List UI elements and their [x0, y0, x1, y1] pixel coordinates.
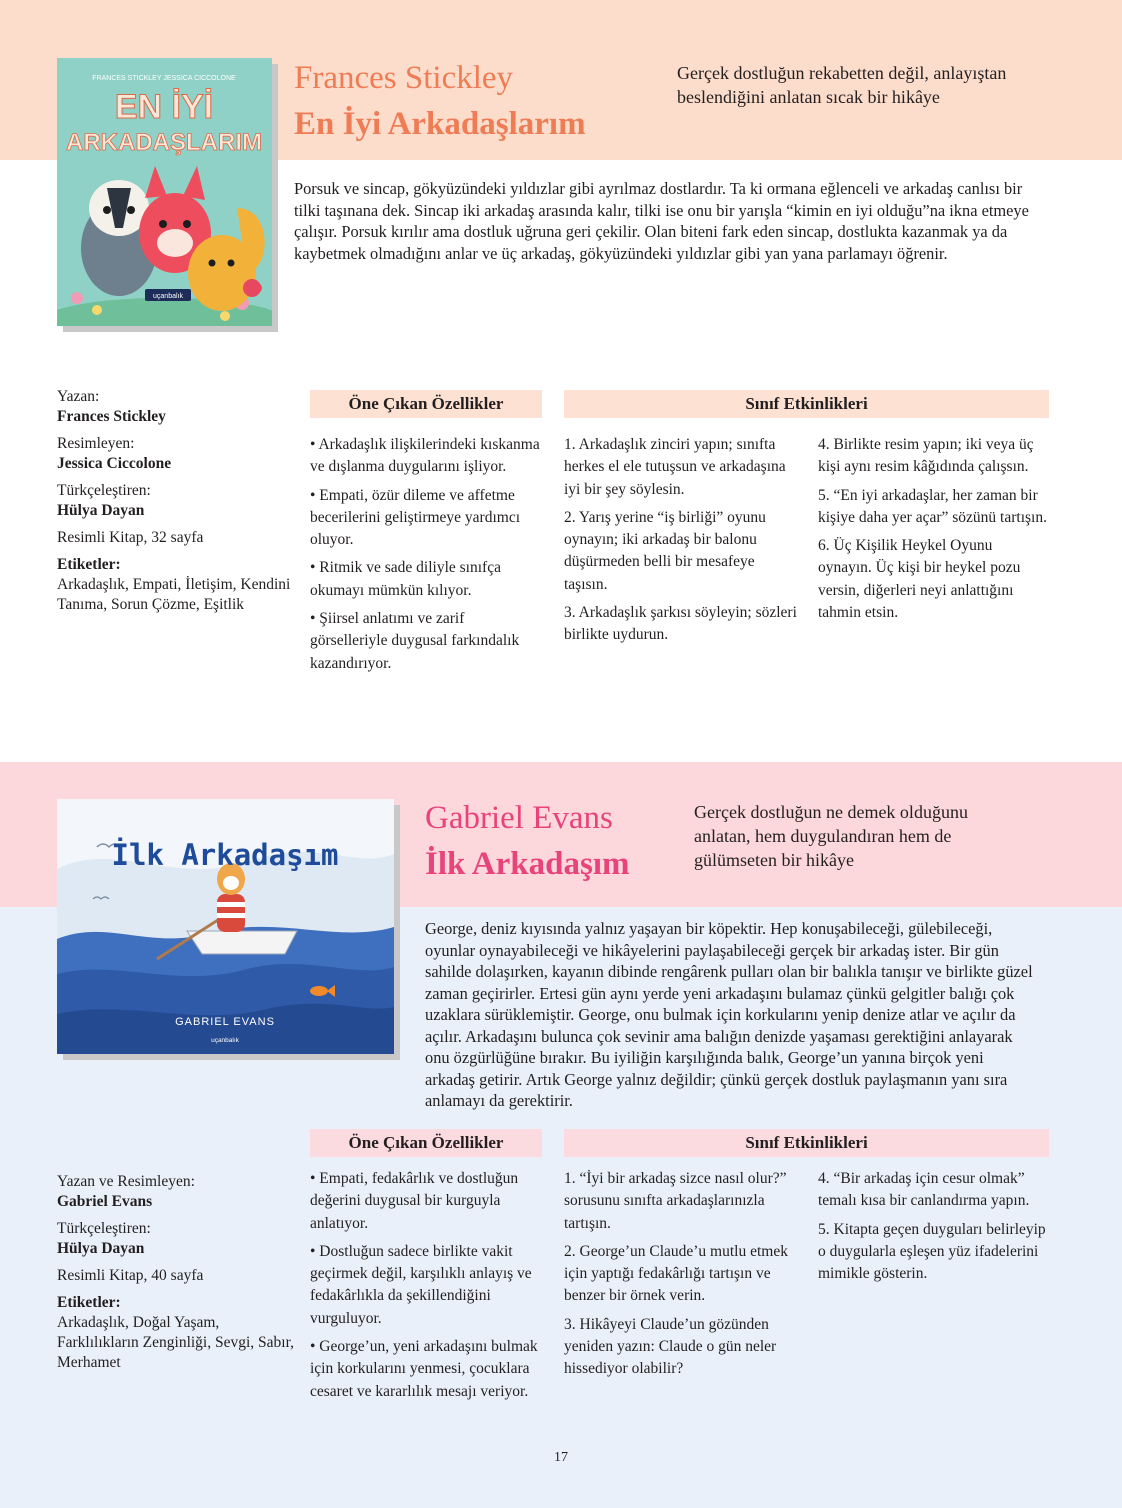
book2-features-header: Öne Çıkan Özellikler	[310, 1129, 542, 1157]
feature-item: • Şiirsel anlatımı ve zarif görselleriyle duygusal farkındalık kazandırıyor.	[310, 610, 520, 672]
activity-item: 3. Arkadaşlık şarkısı söyleyin; sözleri birlikte uydurun.	[564, 604, 797, 644]
book2-activities-col1	[564, 1168, 798, 1387]
book1-description: Porsuk ve sincap, gökyüzündeki yıldızlar gibi ayrılmaz dostlardır. Ta ki ormana eğlenceli ve arkadaş canlısı bir tilki taşınana dek. Sincap iki arkadaş arasında kalır, tilki ise onu bir yarışla “kimin en iyi olduğu”na ikna etmeye çalışır. Porsuk kırılır ama dostluk uğruna geri çekilir. Olan biteni fark eden sincap, dostlukta kazanmak ya da kaybetmek olmadığını anlar ve üç arkadaş, gökyüzündeki yıldızlar gibi yan yana parlamayı öğrenir.	[294, 179, 1029, 263]
activity-item: 5. “En iyi arkadaşlar, her zaman bir kişiye daha yer açar” sözünü tartışın.	[818, 486, 1047, 526]
book1-author: Frances Stickley	[294, 60, 514, 96]
activity-item: 4. Birlikte resim yapın; iki veya üç kişi aynı resim kâğıdında çalışsın.	[818, 436, 1034, 476]
book1-tags: Arkadaşlık, Empati, İletişim, Kendini Tanıma, Sorun Çözme, Eşitlik	[57, 576, 291, 613]
activity-item: 3. Hikâyeyi Claude’un gözünden yeniden yazın: Claude o gün neler hissediyor olabilir?	[564, 1315, 777, 1378]
book2-cover	[57, 799, 394, 1054]
feature-item: • Dostluğun sadece birlikte vakit geçirmek değil, karşılıklı anlayış ve fedakârlıkla da şekillendiğini vurguluyor.	[310, 1242, 532, 1327]
activity-item: 5. Kitapta geçen duyguları belirleyip o duygularla eşleşen yüz ifadelerini mimikle gösterin.	[818, 1220, 1046, 1283]
book2-translator: Hülya Dayan	[57, 1240, 145, 1257]
book1-features-list	[310, 434, 542, 681]
book1-format: Resimli Kitap, 32 sayfa	[57, 529, 204, 546]
book1-title: En İyi Arkadaşlarım	[294, 106, 586, 142]
book2-cover-publisher: uçanbalık	[211, 1037, 239, 1044]
book2-features-list	[310, 1168, 542, 1409]
activity-item: 1. Arkadaşlık zinciri yapın; sınıfta herkes el ele tutuşsun ve arkadaşına iyi bir şey söylesin.	[564, 436, 786, 498]
book1-cover-title-line1: EN İYİ	[114, 88, 214, 126]
book2-author: Gabriel Evans	[425, 800, 613, 836]
book1-cover-title-line2: ARKADAŞLARIM	[66, 129, 262, 156]
book1-cover-authors: FRANCES STICKLEY JESSICA CICCOLONE	[92, 75, 236, 82]
book2-activities-col2	[818, 1168, 1050, 1291]
book1-cover	[57, 58, 272, 326]
book1-tags-label: Etiketler:	[57, 556, 121, 573]
book1-illustrator: Jessica Ciccolone	[57, 455, 172, 472]
feature-item: • Ritmik ve sade diliyle sınıfça okumayı mümkün kılıyor.	[310, 559, 501, 599]
book1-illustrator-label: Resimleyen:	[57, 435, 135, 452]
book1-writer-label: Yazan:	[57, 388, 100, 405]
book2-meta	[57, 1172, 297, 1373]
book1-tagline: Gerçek dostluğun rekabetten değil, anlayıştan beslendiğini anlatan sıcak bir hikâye	[677, 63, 1007, 107]
activity-item: 2. George’un Claude’u mutlu etmek için yaptığı fedakârlığı tartışın ve benzer bir örnek verin.	[564, 1242, 788, 1305]
book2-writer: Gabriel Evans	[57, 1193, 153, 1210]
book1-writer: Frances Stickley	[57, 408, 166, 425]
book2-tags: Arkadaşlık, Doğal Yaşam, Farklılıkların Zenginliği, Sevgi, Sabır, Merhamet	[57, 1314, 295, 1371]
activity-item: 4. “Bir arkadaş için cesur olmak” temalı kısa bir canlandırma yapın.	[818, 1170, 1030, 1210]
book1-translator: Hülya Dayan	[57, 502, 145, 519]
feature-item: • George’un, yeni arkadaşını bulmak için korkularını yenmesi, çocuklara cesaret ve kararlılık mesajı veriyor.	[310, 1338, 538, 1400]
book1-cover-illustration	[57, 58, 272, 326]
book1-activities-col1	[564, 434, 798, 653]
book1-activities-col2	[818, 434, 1050, 630]
activity-item: 2. Yarış yerine “iş birliği” oyunu oynayın; iki arkadaş bir balonu düşürmeden belli bir mesafeye taşısın.	[564, 508, 766, 593]
book2-translator-label: Türkçeleştiren:	[57, 1220, 151, 1237]
book2-title: İlk Arkadaşım	[425, 846, 630, 882]
feature-item: • Empati, özür dileme ve affetme becerilerini geliştirmeye yardımcı oluyor.	[310, 486, 521, 549]
page-number: 17	[554, 1450, 568, 1465]
book2-description: George, deniz kıyısında yalnız yaşayan bir köpektir. Hep konuşabileceği, gülebileceği, oyunlar oynayabileceği ve hikâyelerini paylaşabileceği gerçek bir arkadaş ister. Bir gün sahilde dolaşırken, kayanın dibinde rengârenk pulları olan bir balıkla tanışır ve birlikte güzel zaman geçirirler. Ertesi gün aynı yerde yeni arkadaşını bulamaz çünkü gelgitler balığı çok uzaklara sürüklemiştir. George, onu bulmak için korkularını yenip denize atlar ve açılır da açılır. Arkadaşını bulunca çok sevinir ama balığın denizde yaşaması gerektiğini anlayarak onu özgürlüğüne bırakır. Bu iyiliğin karşılığında balık, George’un yanına birçok yeni arkadaş getirir. Artık George yalnız değildir; çünkü gerçek dostluk paylaşmanın yanı sıra anlamayı da gerektirir.	[425, 919, 1033, 1110]
book2-cover-title: İlk Arkadaşım	[111, 838, 339, 872]
activity-item: 1. “İyi bir arkadaş sizce nasıl olur?” sorusunu sınıfta arkadaşlarınızla tartışın.	[564, 1170, 787, 1232]
book2-cover-illustration	[57, 799, 394, 1054]
book1-features-header: Öne Çıkan Özellikler	[310, 390, 542, 418]
book2-writer-label: Yazan ve Resimleyen:	[57, 1173, 195, 1190]
book2-tagline: Gerçek dostluğun ne demek olduğunu anlatan, hem duygulandıran hem de gülümseten bir hikâye	[694, 802, 968, 870]
feature-item: • Arkadaşlık ilişkilerindeki kıskanma ve dışlanma duygularını işliyor.	[310, 436, 540, 476]
book1-cover-publisher: uçanbalık	[153, 293, 183, 300]
book2-activities-header: Sınıf Etkinlikleri	[564, 1129, 1049, 1157]
book1-activities-header: Sınıf Etkinlikleri	[564, 390, 1049, 418]
feature-item: • Empati, fedakârlık ve dostluğun değerini duygusal bir kurguyla anlatıyor.	[310, 1170, 519, 1232]
book2-tags-label: Etiketler:	[57, 1294, 121, 1311]
activity-item: 6. Üç Kişilik Heykel Oyunu oynayın. Üç kişi bir heykel pozu versin, diğerleri neyi anlattığını tahmin etsin.	[818, 537, 1021, 622]
book2-cover-author: GABRIEL EVANS	[175, 1016, 275, 1028]
book1-translator-label: Türkçeleştiren:	[57, 482, 151, 499]
book1-meta	[57, 387, 297, 615]
book2-format: Resimli Kitap, 40 sayfa	[57, 1267, 204, 1284]
